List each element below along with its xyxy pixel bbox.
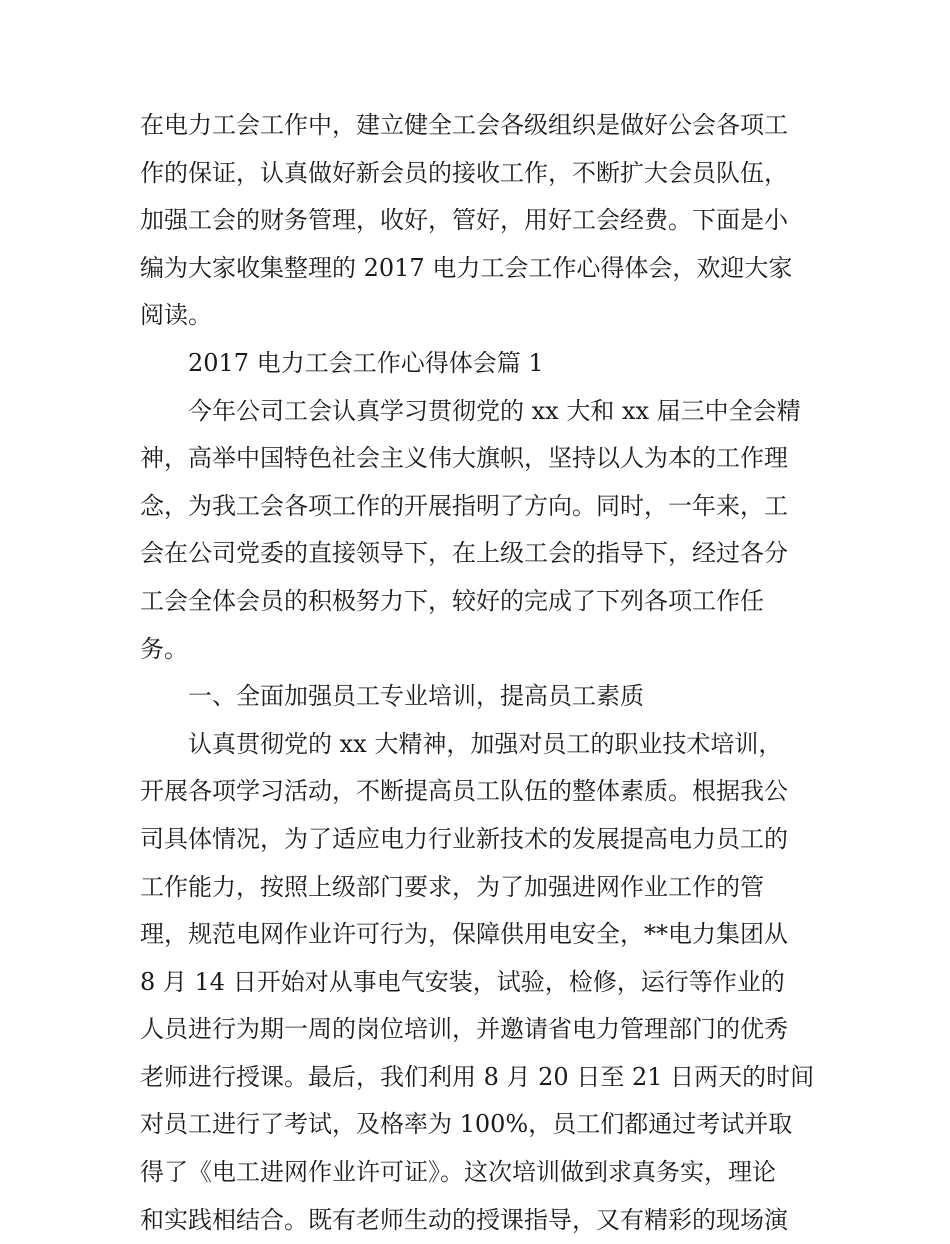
text-line: 开展各项学习活动，不断提高员工队伍的整体素质。根据我公 bbox=[140, 777, 788, 806]
document-body bbox=[140, 102, 820, 1244]
text-line: 作的保证，认真做好新会员的接收工作，不断扩大会员队伍， bbox=[140, 158, 788, 187]
text-line: 得了《电工进网作业许可证》。这次培训做到求真务实，理论 bbox=[140, 1158, 776, 1187]
text-line: 和实践相结合。既有老师生动的授课指导，又有精彩的现场演 bbox=[140, 1205, 788, 1234]
text-line: 8 月 14 日开始对从事电气安装，试验，检修，运行等作业的 bbox=[140, 967, 785, 996]
text-line: 阅读。 bbox=[140, 301, 212, 330]
text-line: 认真贯彻党的 xx 大精神，加强对员工的职业技术培训， bbox=[188, 729, 783, 758]
text-line: 一、全面加强员工专业培训，提高员工素质 bbox=[188, 682, 644, 711]
text-line: 在电力工会工作中，建立健全工会各级组织是做好公会各项工 bbox=[140, 111, 788, 139]
text-line: 神，高举中国特色社会主义伟大旗帜，坚持以人为本的工作理 bbox=[140, 444, 788, 473]
text-line: 对员工进行了考试，及格率为 100%，员工们都通过考试并取 bbox=[140, 1110, 793, 1139]
text-line: 念，为我工会各项工作的开展指明了方向。同时，一年来，工 bbox=[140, 491, 788, 520]
text-line: 理，规范电网作业许可行为，保障供用电安全，**电力集团从 bbox=[140, 920, 788, 949]
text-line: 加强工会的财务管理，收好，管好，用好工会经费。下面是小 bbox=[140, 206, 788, 235]
text-line: 老师进行授课。最后，我们利用 8 月 20 日至 21 日两天的时间 bbox=[140, 1062, 815, 1091]
text-line: 工会全体会员的积极努力下，较好的完成了下列各项工作任 bbox=[140, 586, 764, 615]
text-line: 今年公司工会认真学习贯彻党的 xx 大和 xx 届三中全会精 bbox=[188, 396, 801, 425]
text-line: 务。 bbox=[140, 634, 188, 663]
text-line: 工作能力，按照上级部门要求，为了加强进网作业工作的管 bbox=[140, 872, 764, 901]
text-line: 司具体情况，为了适应电力行业新技术的发展提高电力员工的 bbox=[140, 824, 788, 853]
text-line: 会在公司党委的直接领导下，在上级工会的指导下，经过各分 bbox=[140, 539, 788, 568]
text-line: 2017 电力工会工作心得体会篇 1 bbox=[188, 348, 544, 377]
text-line: 人员进行为期一周的岗位培训，并邀请省电力管理部门的优秀 bbox=[140, 1015, 788, 1044]
text-line: 编为大家收集整理的 2017 电力工会工作心得体会，欢迎大家 bbox=[140, 253, 793, 282]
